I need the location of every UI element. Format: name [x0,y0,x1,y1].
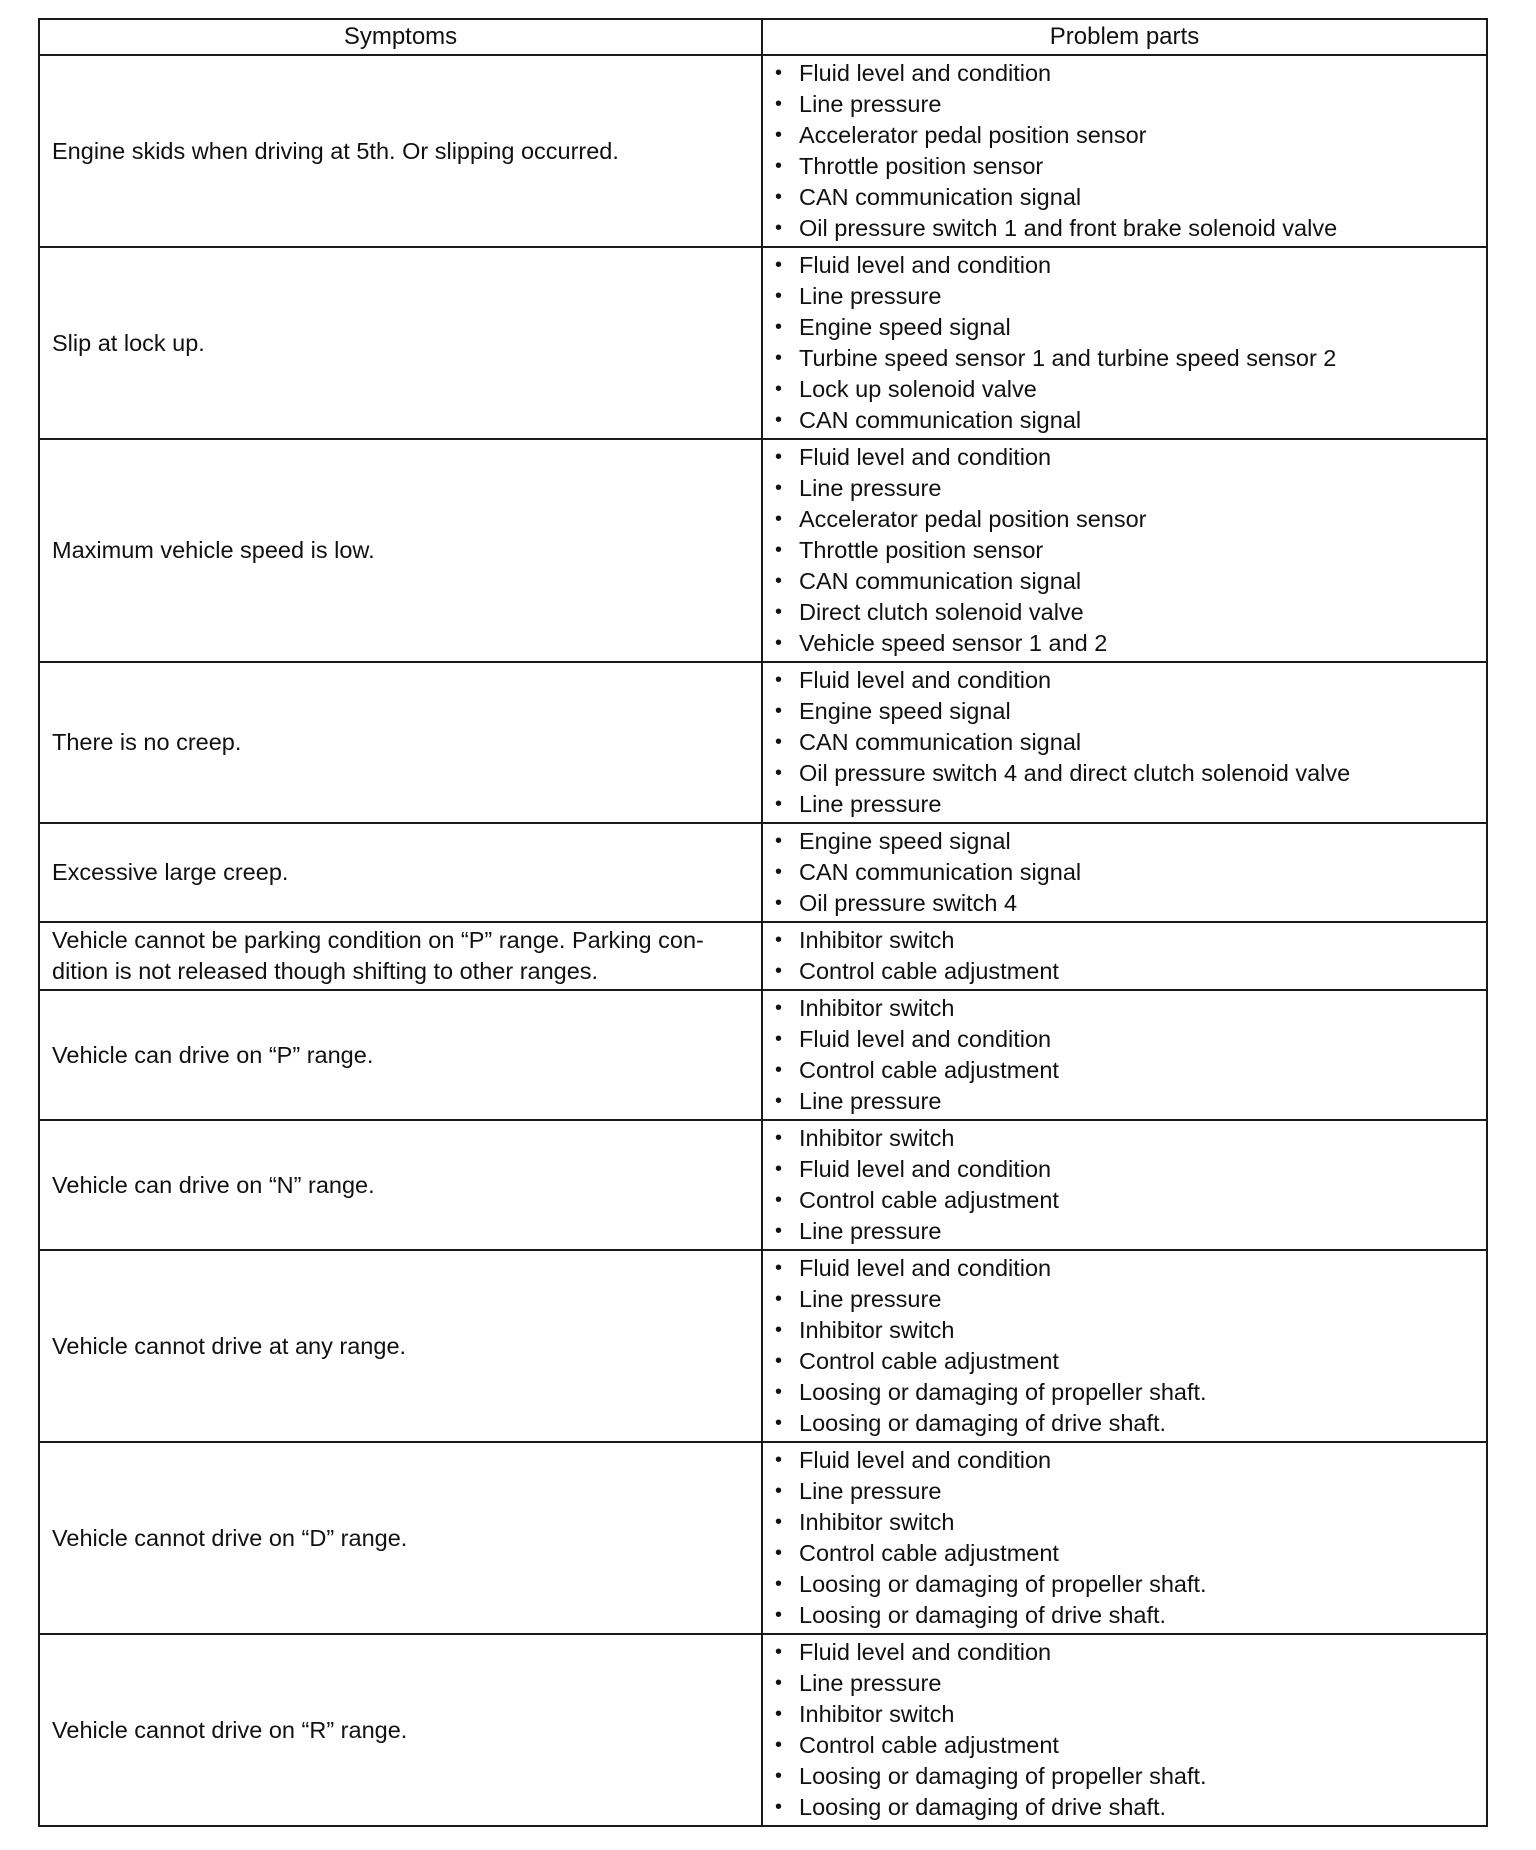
problem-parts-cell [762,922,1487,990]
problem-parts-list [775,442,1476,659]
table-row [39,439,1487,662]
table-row [39,55,1487,247]
problem-part-item: • Control cable adjustment [775,1538,1476,1569]
symptom-cell: Maximum vehicle speed is low. [39,439,762,662]
problem-part-item: • Engine speed signal [775,696,1476,727]
problem-part-item: • Line pressure [775,1668,1476,1699]
problem-part-item: • Fluid level and condition [775,665,1476,696]
problem-part-item: • CAN communication signal [775,405,1476,436]
problem-part-item: • Line pressure [775,281,1476,312]
problem-part-item: • Line pressure [775,1284,1476,1315]
problem-part-item: • Fluid level and condition [775,442,1476,473]
problem-parts-cell [762,1442,1487,1634]
problem-part-item: • Loosing or damaging of propeller shaft. [775,1377,1476,1408]
table-row [39,1634,1487,1826]
problem-part-item: • Fluid level and condition [775,1637,1476,1668]
problem-part-item: • Inhibitor switch [775,993,1476,1024]
problem-part-item: • Line pressure [775,473,1476,504]
diagnosis-table-container [38,18,1486,1827]
table-row [39,990,1487,1120]
problem-part-item: • Oil pressure switch 4 and direct clutch solenoid valve [775,758,1476,789]
problem-parts-cell [762,662,1487,823]
problem-part-item: • Loosing or damaging of drive shaft. [775,1600,1476,1631]
symptom-cell: Vehicle can drive on “P” range. [39,990,762,1120]
problem-part-item: • Fluid level and condition [775,250,1476,281]
problem-part-item: • CAN communication signal [775,566,1476,597]
header-problem-parts: Problem parts [762,19,1487,55]
problem-part-item: • Direct clutch solenoid valve [775,597,1476,628]
symptom-cell: Vehicle can drive on “N” range. [39,1120,762,1250]
symptom-cell: Vehicle cannot drive at any range. [39,1250,762,1442]
symptom-cell: Engine skids when driving at 5th. Or slipping occurred. [39,55,762,247]
problem-parts-cell [762,823,1487,922]
problem-part-item: • Loosing or damaging of drive shaft. [775,1408,1476,1439]
problem-parts-cell [762,990,1487,1120]
problem-parts-cell [762,439,1487,662]
problem-part-item: • Engine speed signal [775,826,1476,857]
problem-parts-list [775,1253,1476,1439]
problem-part-item: • Line pressure [775,789,1476,820]
problem-part-item: • Fluid level and condition [775,1253,1476,1284]
problem-part-item: • Engine speed signal [775,312,1476,343]
problem-part-item: • Control cable adjustment [775,1185,1476,1216]
problem-part-item: • CAN communication signal [775,727,1476,758]
problem-parts-list [775,1123,1476,1247]
problem-part-item: • Turbine speed sensor 1 and turbine speed sensor 2 [775,343,1476,374]
problem-part-item: • CAN communication signal [775,857,1476,888]
problem-parts-list [775,250,1476,436]
problem-part-item: • Fluid level and condition [775,1024,1476,1055]
problem-part-item: • Fluid level and condition [775,58,1476,89]
table-row [39,662,1487,823]
problem-part-item: • CAN communication signal [775,182,1476,213]
problem-parts-list [775,58,1476,244]
symptom-cell: Excessive large creep. [39,823,762,922]
problem-parts-cell [762,1634,1487,1826]
problem-part-item: • Line pressure [775,1216,1476,1247]
table-body [39,55,1487,1826]
problem-part-item: • Vehicle speed sensor 1 and 2 [775,628,1476,659]
problem-part-item: • Control cable adjustment [775,1346,1476,1377]
table-row [39,247,1487,439]
problem-part-item: • Loosing or damaging of propeller shaft. [775,1761,1476,1792]
problem-part-item: • Fluid level and condition [775,1445,1476,1476]
problem-part-item: • Loosing or damaging of drive shaft. [775,1792,1476,1823]
table-row [39,1442,1487,1634]
problem-parts-list [775,665,1476,820]
problem-part-item: • Oil pressure switch 4 [775,888,1476,919]
problem-part-item: • Throttle position sensor [775,535,1476,566]
table-row [39,823,1487,922]
problem-part-item: • Line pressure [775,1476,1476,1507]
problem-parts-cell [762,55,1487,247]
symptom-diagnosis-table [38,18,1488,1827]
problem-part-item: • Oil pressure switch 1 and front brake solenoid valve [775,213,1476,244]
problem-part-item: • Inhibitor switch [775,1315,1476,1346]
problem-parts-cell [762,1120,1487,1250]
problem-parts-list [775,993,1476,1117]
problem-part-item: • Accelerator pedal position sensor [775,120,1476,151]
problem-part-item: • Lock up solenoid valve [775,374,1476,405]
problem-parts-cell [762,1250,1487,1442]
symptom-cell: Vehicle cannot be parking condition on “P” range. Parking con-dition is not released though shifting to other ranges. [39,922,762,990]
problem-part-item: • Loosing or damaging of propeller shaft. [775,1569,1476,1600]
symptom-cell: There is no creep. [39,662,762,823]
table-row [39,922,1487,990]
problem-part-item: • Fluid level and condition [775,1154,1476,1185]
problem-part-item: • Control cable adjustment [775,1730,1476,1761]
problem-part-item: • Inhibitor switch [775,1123,1476,1154]
problem-part-item: • Inhibitor switch [775,1507,1476,1538]
problem-part-item: • Inhibitor switch [775,1699,1476,1730]
table-row [39,1120,1487,1250]
symptom-cell: Vehicle cannot drive on “D” range. [39,1442,762,1634]
table-row [39,1250,1487,1442]
table-header-row [39,19,1487,55]
problem-part-item: • Control cable adjustment [775,1055,1476,1086]
symptom-cell: Slip at lock up. [39,247,762,439]
problem-part-item: • Inhibitor switch [775,925,1476,956]
problem-parts-list [775,1445,1476,1631]
symptom-cell: Vehicle cannot drive on “R” range. [39,1634,762,1826]
problem-parts-list [775,826,1476,919]
problem-part-item: • Throttle position sensor [775,151,1476,182]
problem-part-item: • Control cable adjustment [775,956,1476,987]
problem-parts-list [775,925,1476,987]
problem-parts-cell [762,247,1487,439]
header-symptoms: Symptoms [39,19,762,55]
problem-part-item: • Line pressure [775,89,1476,120]
problem-parts-list [775,1637,1476,1823]
problem-part-item: • Accelerator pedal position sensor [775,504,1476,535]
problem-part-item: • Line pressure [775,1086,1476,1117]
